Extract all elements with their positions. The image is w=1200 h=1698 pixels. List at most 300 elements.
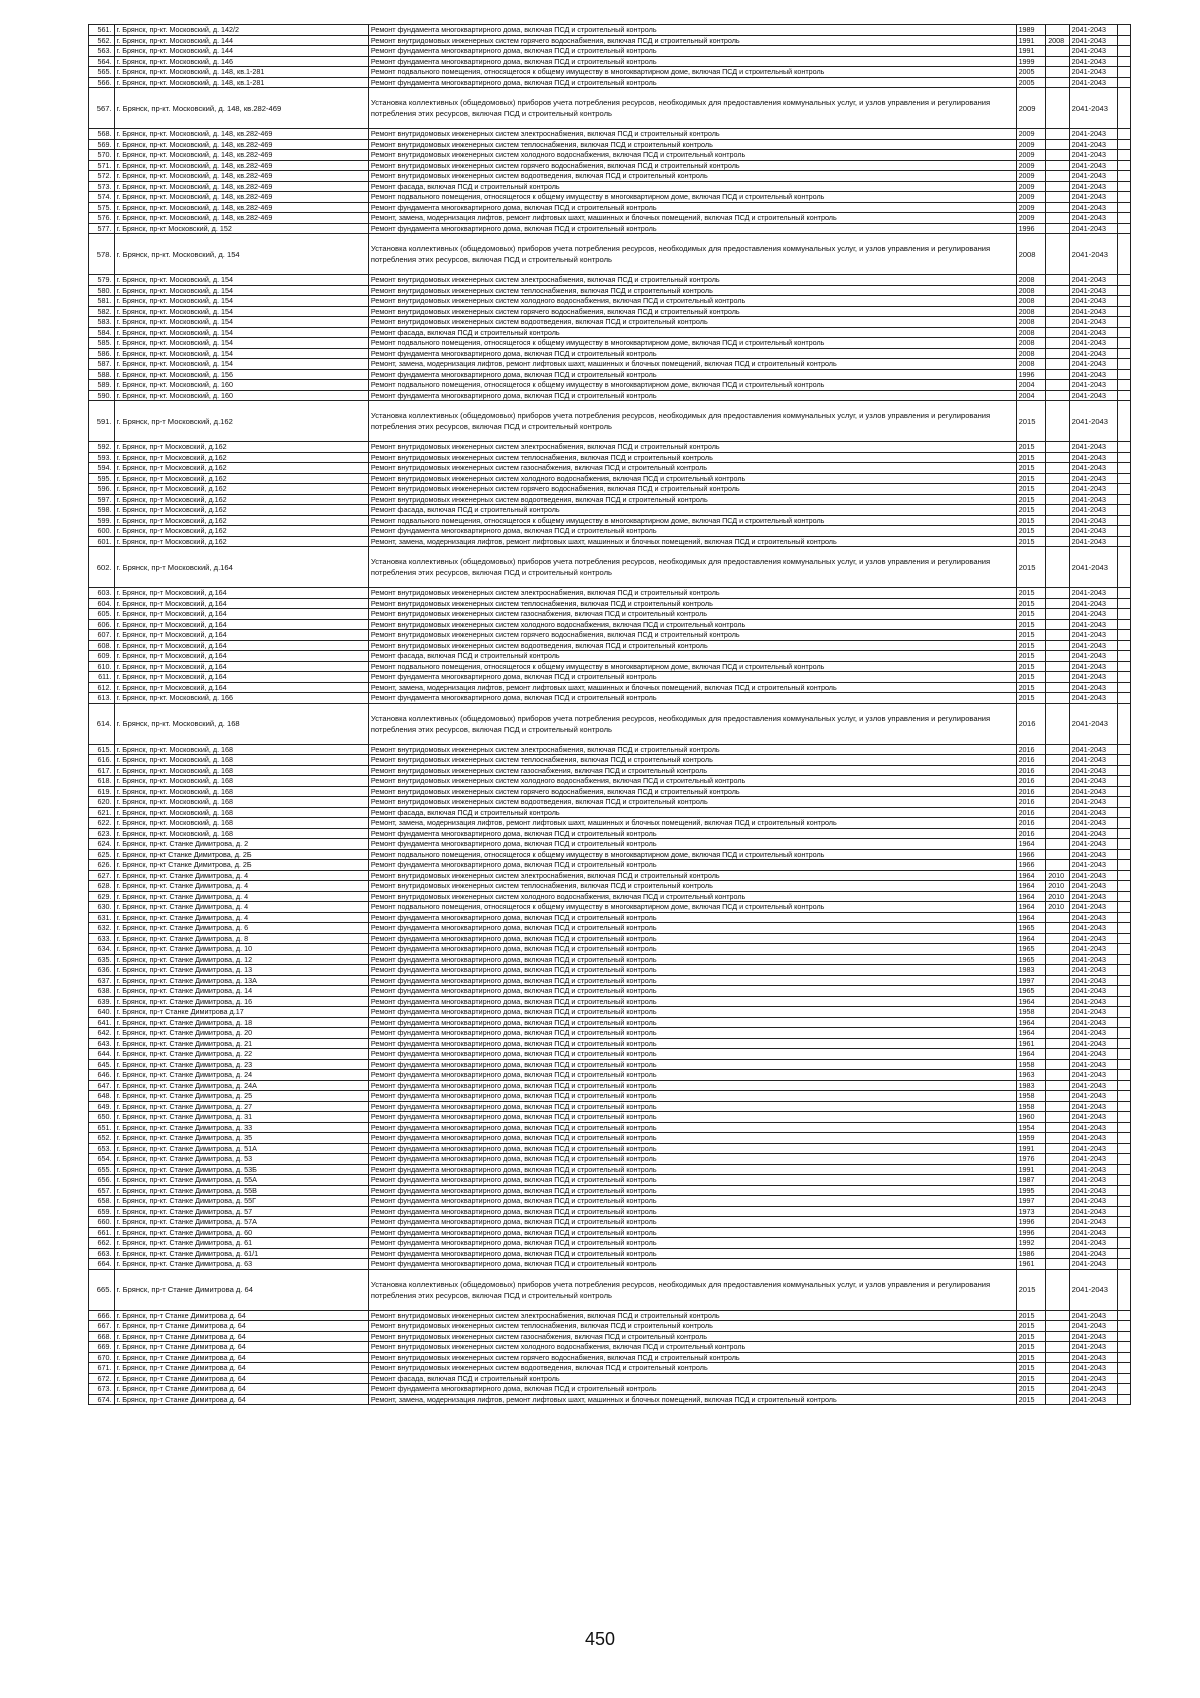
row-number-cell: 648. (89, 1091, 115, 1102)
empty-cell (1117, 494, 1130, 505)
work-type-cell: Установка коллективных (общедомовых) приборов учета потребления ресурсов, необходимых для предоставления коммунальных услуг, и узлов управления и регулирования потребления этих ресурсов, включая ПСД и строительный контроль (368, 401, 1016, 442)
year-built-cell: 1983 (1016, 1080, 1046, 1091)
year-built-cell: 2004 (1016, 380, 1046, 391)
empty-cell (1117, 619, 1130, 630)
work-type-cell: Ремонт внутридомовых инженерных систем электроснабжения, включая ПСД и строительный контроль (368, 870, 1016, 881)
table-row (89, 1175, 1131, 1186)
year-built-cell: 2015 (1016, 1373, 1046, 1384)
address-cell: г. Брянск, пр-т Московский, д.162 (114, 401, 368, 442)
last-repair-year-cell (1046, 150, 1069, 161)
last-repair-year-cell (1046, 67, 1069, 78)
empty-cell (1117, 1091, 1130, 1102)
table-row (89, 986, 1131, 997)
year-built-cell: 2015 (1016, 1394, 1046, 1405)
planned-period-cell: 2041-2043 (1069, 891, 1117, 902)
address-cell: г. Брянск, пр-т Станке Димитрова д. 64 (114, 1373, 368, 1384)
address-cell: г. Брянск, пр-кт. Московский, д. 142/2 (114, 25, 368, 36)
work-type-cell: Ремонт фундамента многоквартирного дома, включая ПСД и строительный контроль (368, 1175, 1016, 1186)
row-number-cell: 580. (89, 285, 115, 296)
empty-cell (1117, 944, 1130, 955)
table-row (89, 860, 1131, 871)
last-repair-year-cell (1046, 1101, 1069, 1112)
year-built-cell: 2016 (1016, 807, 1046, 818)
planned-period-cell: 2041-2043 (1069, 452, 1117, 463)
address-cell: г. Брянск, пр-кт. Московский, д. 154 (114, 285, 368, 296)
address-cell: г. Брянск, пр-т Московский, д.162 (114, 484, 368, 495)
table-row (89, 67, 1131, 78)
work-type-cell: Ремонт внутридомовых инженерных систем теплоснабжения, включая ПСД и строительный контроль (368, 881, 1016, 892)
empty-cell (1117, 1259, 1130, 1270)
empty-cell (1117, 965, 1130, 976)
row-number-cell: 610. (89, 661, 115, 672)
last-repair-year-cell (1046, 1227, 1069, 1238)
year-built-cell: 2016 (1016, 765, 1046, 776)
work-type-cell: Ремонт фундамента многоквартирного дома, включая ПСД и строительный контроль (368, 986, 1016, 997)
planned-period-cell: 2041-2043 (1069, 338, 1117, 349)
table-row (89, 129, 1131, 140)
work-type-cell: Ремонт фундамента многоквартирного дома, включая ПСД и строительный контроль (368, 1007, 1016, 1018)
planned-period-cell: 2041-2043 (1069, 1101, 1117, 1112)
planned-period-cell: 2041-2043 (1069, 46, 1117, 57)
table-row (89, 1238, 1131, 1249)
row-number-cell: 616. (89, 755, 115, 766)
address-cell: г. Брянск, пр-кт. Московский, д. 148, кв.282-469 (114, 150, 368, 161)
planned-period-cell: 2041-2043 (1069, 35, 1117, 46)
year-built-cell: 2009 (1016, 88, 1046, 129)
table-row (89, 651, 1131, 662)
address-cell: г. Брянск, пр-т Московский, д.162 (114, 473, 368, 484)
empty-cell (1117, 515, 1130, 526)
table-row (89, 77, 1131, 88)
work-type-cell: Ремонт фундамента многоквартирного дома, включая ПСД и строительный контроль (368, 839, 1016, 850)
work-type-cell: Ремонт фундамента многоквартирного дома, включая ПСД и строительный контроль (368, 693, 1016, 704)
table-row (89, 954, 1131, 965)
empty-cell (1117, 67, 1130, 78)
empty-cell (1117, 327, 1130, 338)
address-cell: г. Брянск, пр-кт. Московский, д. 148, кв.282-469 (114, 88, 368, 129)
empty-cell (1117, 818, 1130, 829)
empty-cell (1117, 348, 1130, 359)
year-built-cell: 1961 (1016, 1259, 1046, 1270)
last-repair-year-cell (1046, 317, 1069, 328)
address-cell: г. Брянск, пр-кт. Московский, д. 154 (114, 296, 368, 307)
last-repair-year-cell (1046, 46, 1069, 57)
empty-cell (1117, 35, 1130, 46)
address-cell: г. Брянск, пр-т Московский, д.164 (114, 682, 368, 693)
address-cell: г. Брянск, пр-кт Станке Димитрова, д. 2Б (114, 849, 368, 860)
work-type-cell: Ремонт фундамента многоквартирного дома, включая ПСД и строительный контроль (368, 1112, 1016, 1123)
empty-cell (1117, 598, 1130, 609)
last-repair-year-cell (1046, 139, 1069, 150)
address-cell: г. Брянск, пр-т Станке Димитрова д. 64 (114, 1363, 368, 1374)
address-cell: г. Брянск, пр-кт. Станке Димитрова, д. 53 (114, 1154, 368, 1165)
table-row (89, 452, 1131, 463)
year-built-cell: 2015 (1016, 1331, 1046, 1342)
planned-period-cell: 2041-2043 (1069, 1028, 1117, 1039)
work-type-cell: Ремонт фундамента многоквартирного дома, включая ПСД и строительный контроль (368, 1259, 1016, 1270)
empty-cell (1117, 1269, 1130, 1310)
empty-cell (1117, 828, 1130, 839)
table-row (89, 1384, 1131, 1395)
row-number-cell: 634. (89, 944, 115, 955)
empty-cell (1117, 1352, 1130, 1363)
work-type-cell: Ремонт фасада, включая ПСД и строительный контроль (368, 1373, 1016, 1384)
last-repair-year-cell (1046, 129, 1069, 140)
year-built-cell: 2008 (1016, 285, 1046, 296)
row-number-cell: 578. (89, 234, 115, 275)
table-row (89, 797, 1131, 808)
last-repair-year-cell (1046, 1331, 1069, 1342)
row-number-cell: 576. (89, 213, 115, 224)
table-row (89, 139, 1131, 150)
work-type-cell: Установка коллективных (общедомовых) приборов учета потребления ресурсов, необходимых для предоставления коммунальных услуг, и узлов управления и регулирования потребления этих ресурсов, включая ПСД и строительный контроль (368, 1269, 1016, 1310)
year-built-cell: 1991 (1016, 1164, 1046, 1175)
row-number-cell: 572. (89, 171, 115, 182)
table-row (89, 744, 1131, 755)
empty-cell (1117, 505, 1130, 516)
planned-period-cell: 2041-2043 (1069, 672, 1117, 683)
year-built-cell: 2015 (1016, 682, 1046, 693)
empty-cell (1117, 954, 1130, 965)
last-repair-year-cell (1046, 473, 1069, 484)
row-number-cell: 608. (89, 640, 115, 651)
table-row (89, 1310, 1131, 1321)
row-number-cell: 650. (89, 1112, 115, 1123)
work-type-cell: Ремонт фундамента многоквартирного дома, включая ПСД и строительный контроль (368, 202, 1016, 213)
address-cell: г. Брянск, пр-кт. Станке Димитрова, д. 24 (114, 1070, 368, 1081)
table-row (89, 192, 1131, 203)
planned-period-cell: 2041-2043 (1069, 473, 1117, 484)
row-number-cell: 567. (89, 88, 115, 129)
work-type-cell: Ремонт внутридомовых инженерных систем теплоснабжения, включая ПСД и строительный контроль (368, 1321, 1016, 1332)
last-repair-year-cell (1046, 1175, 1069, 1186)
year-built-cell: 2015 (1016, 442, 1046, 453)
last-repair-year-cell (1046, 536, 1069, 547)
row-number-cell: 627. (89, 870, 115, 881)
last-repair-year-cell (1046, 640, 1069, 651)
row-number-cell: 585. (89, 338, 115, 349)
last-repair-year-cell (1046, 547, 1069, 588)
year-built-cell: 2016 (1016, 818, 1046, 829)
empty-cell (1117, 881, 1130, 892)
last-repair-year-cell (1046, 776, 1069, 787)
work-type-cell: Ремонт фундамента многоквартирного дома, включая ПСД и строительный контроль (368, 526, 1016, 537)
work-type-cell: Ремонт внутридомовых инженерных систем водоотведения, включая ПСД и строительный контроль (368, 797, 1016, 808)
work-type-cell: Ремонт фундамента многоквартирного дома, включая ПСД и строительный контроль (368, 1248, 1016, 1259)
row-number-cell: 642. (89, 1028, 115, 1039)
work-type-cell: Ремонт подвального помещения, относящегося к общему имуществу в многоквартирном доме, включая ПСД и строительный контроль (368, 380, 1016, 391)
address-cell: г. Брянск, пр-кт. Станке Димитрова, д. 16 (114, 996, 368, 1007)
work-type-cell: Ремонт фундамента многоквартирного дома, включая ПСД и строительный контроль (368, 1227, 1016, 1238)
address-cell: г. Брянск, пр-т Московский, д.162 (114, 494, 368, 505)
address-cell: г. Брянск, пр-т Московский, д.162 (114, 536, 368, 547)
work-type-cell: Ремонт фундамента многоквартирного дома, включая ПСД и строительный контроль (368, 1059, 1016, 1070)
row-number-cell: 629. (89, 891, 115, 902)
work-type-cell: Ремонт фундамента многоквартирного дома, включая ПСД и строительный контроль (368, 933, 1016, 944)
work-type-cell: Ремонт подвального помещения, относящегося к общему имуществу в многоквартирном доме, включая ПСД и строительный контроль (368, 338, 1016, 349)
row-number-cell: 584. (89, 327, 115, 338)
table-row (89, 359, 1131, 370)
last-repair-year-cell (1046, 56, 1069, 67)
address-cell: г. Брянск, пр-кт. Московский, д. 148, кв.1-281 (114, 67, 368, 78)
row-number-cell: 636. (89, 965, 115, 976)
row-number-cell: 638. (89, 986, 115, 997)
row-number-cell: 593. (89, 452, 115, 463)
empty-cell (1117, 776, 1130, 787)
work-type-cell: Ремонт фасада, включая ПСД и строительный контроль (368, 807, 1016, 818)
row-number-cell: 598. (89, 505, 115, 516)
table-row (89, 547, 1131, 588)
address-cell: г. Брянск, пр-т Московский, д.164 (114, 598, 368, 609)
year-built-cell: 2008 (1016, 327, 1046, 338)
work-type-cell: Ремонт подвального помещения, относящегося к общему имуществу в многоквартирном доме, включая ПСД и строительный контроль (368, 849, 1016, 860)
address-cell: г. Брянск, пр-т Станке Димитрова д. 64 (114, 1342, 368, 1353)
work-type-cell: Ремонт фундамента многоквартирного дома, включая ПСД и строительный контроль (368, 1384, 1016, 1395)
row-number-cell: 597. (89, 494, 115, 505)
address-cell: г. Брянск, пр-кт. Московский, д. 154 (114, 275, 368, 286)
row-number-cell: 625. (89, 849, 115, 860)
last-repair-year-cell (1046, 965, 1069, 976)
address-cell: г. Брянск, пр-кт. Станке Димитрова, д. 6 (114, 923, 368, 934)
empty-cell (1117, 651, 1130, 662)
work-type-cell: Ремонт внутридомовых инженерных систем теплоснабжения, включая ПСД и строительный контроль (368, 452, 1016, 463)
year-built-cell: 2008 (1016, 296, 1046, 307)
year-built-cell: 1966 (1016, 849, 1046, 860)
empty-cell (1117, 25, 1130, 36)
planned-period-cell: 2041-2043 (1069, 223, 1117, 234)
address-cell: г. Брянск, пр-кт. Станке Димитрова, д. 2 (114, 839, 368, 850)
table-row (89, 996, 1131, 1007)
table-row (89, 807, 1131, 818)
last-repair-year-cell (1046, 327, 1069, 338)
planned-period-cell: 2041-2043 (1069, 1185, 1117, 1196)
empty-cell (1117, 839, 1130, 850)
address-cell: г. Брянск, пр-кт. Станке Димитрова, д. 60 (114, 1227, 368, 1238)
address-cell: г. Брянск, пр-кт. Московский, д. 168 (114, 807, 368, 818)
planned-period-cell: 2041-2043 (1069, 881, 1117, 892)
address-cell: г. Брянск, пр-т Московский, д.162 (114, 515, 368, 526)
work-type-cell: Установка коллективных (общедомовых) приборов учета потребления ресурсов, необходимых для предоставления коммунальных услуг, и узлов управления и регулирования потребления этих ресурсов, включая ПСД и строительный контроль (368, 88, 1016, 129)
row-number-cell: 671. (89, 1363, 115, 1374)
planned-period-cell: 2041-2043 (1069, 1342, 1117, 1353)
planned-period-cell: 2041-2043 (1069, 327, 1117, 338)
empty-cell (1117, 1070, 1130, 1081)
planned-period-cell: 2041-2043 (1069, 1133, 1117, 1144)
year-built-cell: 2015 (1016, 1310, 1046, 1321)
table-row (89, 828, 1131, 839)
table-row (89, 473, 1131, 484)
table-row (89, 912, 1131, 923)
row-number-cell: 591. (89, 401, 115, 442)
empty-cell (1117, 1059, 1130, 1070)
address-cell: г. Брянск, пр-кт. Станке Димитрова, д. 4 (114, 881, 368, 892)
year-built-cell: 2015 (1016, 505, 1046, 516)
row-number-cell: 633. (89, 933, 115, 944)
work-type-cell: Ремонт внутридомовых инженерных систем горячего водоснабжения, включая ПСД и строительный контроль (368, 484, 1016, 495)
year-built-cell: 1965 (1016, 954, 1046, 965)
year-built-cell: 1964 (1016, 891, 1046, 902)
last-repair-year-cell (1046, 77, 1069, 88)
planned-period-cell: 2041-2043 (1069, 463, 1117, 474)
address-cell: г. Брянск, пр-кт. Московский, д. 148, кв.282-469 (114, 129, 368, 140)
address-cell: г. Брянск, пр-кт. Станке Димитрова, д. 61/1 (114, 1248, 368, 1259)
empty-cell (1117, 891, 1130, 902)
work-type-cell: Ремонт фундамента многоквартирного дома, включая ПСД и строительный контроль (368, 923, 1016, 934)
empty-cell (1117, 359, 1130, 370)
row-number-cell: 672. (89, 1373, 115, 1384)
planned-period-cell: 2041-2043 (1069, 1394, 1117, 1405)
table-row (89, 1049, 1131, 1060)
address-cell: г. Брянск, пр-кт. Московский, д. 154 (114, 338, 368, 349)
planned-period-cell: 2041-2043 (1069, 1269, 1117, 1310)
address-cell: г. Брянск, пр-кт. Московский, д. 148, кв.282-469 (114, 139, 368, 150)
year-built-cell: 1989 (1016, 25, 1046, 36)
year-built-cell: 2015 (1016, 640, 1046, 651)
address-cell: г. Брянск, пр-кт. Московский, д. 166 (114, 693, 368, 704)
work-type-cell: Установка коллективных (общедомовых) приборов учета потребления ресурсов, необходимых для предоставления коммунальных услуг, и узлов управления и регулирования потребления этих ресурсов, включая ПСД и строительный контроль (368, 703, 1016, 744)
last-repair-year-cell (1046, 526, 1069, 537)
address-cell: г. Брянск, пр-кт. Московский, д. 168 (114, 703, 368, 744)
table-row (89, 1091, 1131, 1102)
last-repair-year-cell (1046, 944, 1069, 955)
empty-cell (1117, 902, 1130, 913)
row-number-cell: 662. (89, 1238, 115, 1249)
empty-cell (1117, 986, 1130, 997)
row-number-cell: 617. (89, 765, 115, 776)
row-number-cell: 654. (89, 1154, 115, 1165)
table-row (89, 1154, 1131, 1165)
year-built-cell: 1965 (1016, 986, 1046, 997)
planned-period-cell: 2041-2043 (1069, 986, 1117, 997)
year-built-cell: 2009 (1016, 160, 1046, 171)
last-repair-year-cell (1046, 1206, 1069, 1217)
table-row (89, 965, 1131, 976)
work-type-cell: Ремонт внутридомовых инженерных систем горячего водоснабжения, включая ПСД и строительный контроль (368, 306, 1016, 317)
table-row (89, 202, 1131, 213)
year-built-cell: 2015 (1016, 609, 1046, 620)
address-cell: г. Брянск, пр-кт. Московский, д. 154 (114, 234, 368, 275)
year-built-cell: 2009 (1016, 202, 1046, 213)
planned-period-cell: 2041-2043 (1069, 526, 1117, 537)
year-built-cell: 2005 (1016, 67, 1046, 78)
table-row (89, 1164, 1131, 1175)
row-number-cell: 605. (89, 609, 115, 620)
table-row (89, 870, 1131, 881)
empty-cell (1117, 765, 1130, 776)
empty-cell (1117, 849, 1130, 860)
table-row (89, 776, 1131, 787)
last-repair-year-cell (1046, 401, 1069, 442)
work-type-cell: Ремонт фундамента многоквартирного дома, включая ПСД и строительный контроль (368, 1101, 1016, 1112)
last-repair-year-cell (1046, 515, 1069, 526)
last-repair-year-cell (1046, 1352, 1069, 1363)
row-number-cell: 566. (89, 77, 115, 88)
table-row (89, 1259, 1131, 1270)
year-built-cell: 1966 (1016, 860, 1046, 871)
row-number-cell: 590. (89, 390, 115, 401)
planned-period-cell: 2041-2043 (1069, 682, 1117, 693)
planned-period-cell: 2041-2043 (1069, 1049, 1117, 1060)
empty-cell (1117, 317, 1130, 328)
row-number-cell: 641. (89, 1017, 115, 1028)
last-repair-year-cell (1046, 1049, 1069, 1060)
year-built-cell: 2009 (1016, 171, 1046, 182)
planned-period-cell: 2041-2043 (1069, 609, 1117, 620)
table-row (89, 881, 1131, 892)
table-row (89, 25, 1131, 36)
last-repair-year-cell (1046, 818, 1069, 829)
address-cell: г. Брянск, пр-кт. Московский, д. 148, кв.1-281 (114, 77, 368, 88)
year-built-cell: 1991 (1016, 1143, 1046, 1154)
table-row (89, 181, 1131, 192)
table-row (89, 944, 1131, 955)
planned-period-cell: 2041-2043 (1069, 1259, 1117, 1270)
planned-period-cell: 2041-2043 (1069, 619, 1117, 630)
work-type-cell: Ремонт внутридомовых инженерных систем водоотведения, включая ПСД и строительный контроль (368, 640, 1016, 651)
address-cell: г. Брянск, пр-кт. Московский, д. 168 (114, 765, 368, 776)
address-cell: г. Брянск, пр-кт. Московский, д. 144 (114, 46, 368, 57)
year-built-cell: 1996 (1016, 1227, 1046, 1238)
address-cell: г. Брянск, пр-кт. Московский, д. 168 (114, 776, 368, 787)
last-repair-year-cell (1046, 1342, 1069, 1353)
planned-period-cell: 2041-2043 (1069, 839, 1117, 850)
address-cell: г. Брянск, пр-т Московский, д.164 (114, 547, 368, 588)
last-repair-year-cell (1046, 933, 1069, 944)
planned-period-cell: 2041-2043 (1069, 849, 1117, 860)
last-repair-year-cell (1046, 306, 1069, 317)
row-number-cell: 589. (89, 380, 115, 391)
work-type-cell: Ремонт фундамента многоквартирного дома, включая ПСД и строительный контроль (368, 1238, 1016, 1249)
work-type-cell: Установка коллективных (общедомовых) приборов учета потребления ресурсов, необходимых для предоставления коммунальных услуг, и узлов управления и регулирования потребления этих ресурсов, включая ПСД и строительный контроль (368, 547, 1016, 588)
year-built-cell: 2015 (1016, 515, 1046, 526)
year-built-cell: 2015 (1016, 1352, 1046, 1363)
empty-cell (1117, 285, 1130, 296)
last-repair-year-cell (1046, 1321, 1069, 1332)
empty-cell (1117, 139, 1130, 150)
address-cell: г. Брянск, пр-т Станке Димитрова д. 64 (114, 1384, 368, 1395)
empty-cell (1117, 1394, 1130, 1405)
year-built-cell: 2015 (1016, 494, 1046, 505)
row-number-cell: 611. (89, 672, 115, 683)
empty-cell (1117, 672, 1130, 683)
year-built-cell: 2008 (1016, 317, 1046, 328)
year-built-cell: 1995 (1016, 1185, 1046, 1196)
work-type-cell: Ремонт внутридомовых инженерных систем электроснабжения, включая ПСД и строительный контроль (368, 588, 1016, 599)
last-repair-year-cell (1046, 672, 1069, 683)
planned-period-cell: 2041-2043 (1069, 1321, 1117, 1332)
last-repair-year-cell (1046, 296, 1069, 307)
empty-cell (1117, 1248, 1130, 1259)
table-row (89, 1133, 1131, 1144)
table-row (89, 975, 1131, 986)
last-repair-year-cell (1046, 786, 1069, 797)
year-built-cell: 1964 (1016, 933, 1046, 944)
year-built-cell: 2015 (1016, 547, 1046, 588)
year-built-cell: 2009 (1016, 150, 1046, 161)
row-number-cell: 570. (89, 150, 115, 161)
work-type-cell: Ремонт фасада, включая ПСД и строительный контроль (368, 651, 1016, 662)
row-number-cell: 655. (89, 1164, 115, 1175)
address-cell: г. Брянск, пр-т Московский, д.162 (114, 505, 368, 516)
row-number-cell: 663. (89, 1248, 115, 1259)
address-cell: г. Брянск, пр-кт. Станке Димитрова, д. 23 (114, 1059, 368, 1070)
last-repair-year-cell (1046, 912, 1069, 923)
planned-period-cell: 2041-2043 (1069, 1227, 1117, 1238)
planned-period-cell: 2041-2043 (1069, 1217, 1117, 1228)
table-row (89, 1217, 1131, 1228)
work-type-cell: Ремонт фундамента многоквартирного дома, включая ПСД и строительный контроль (368, 1028, 1016, 1039)
last-repair-year-cell (1046, 1248, 1069, 1259)
